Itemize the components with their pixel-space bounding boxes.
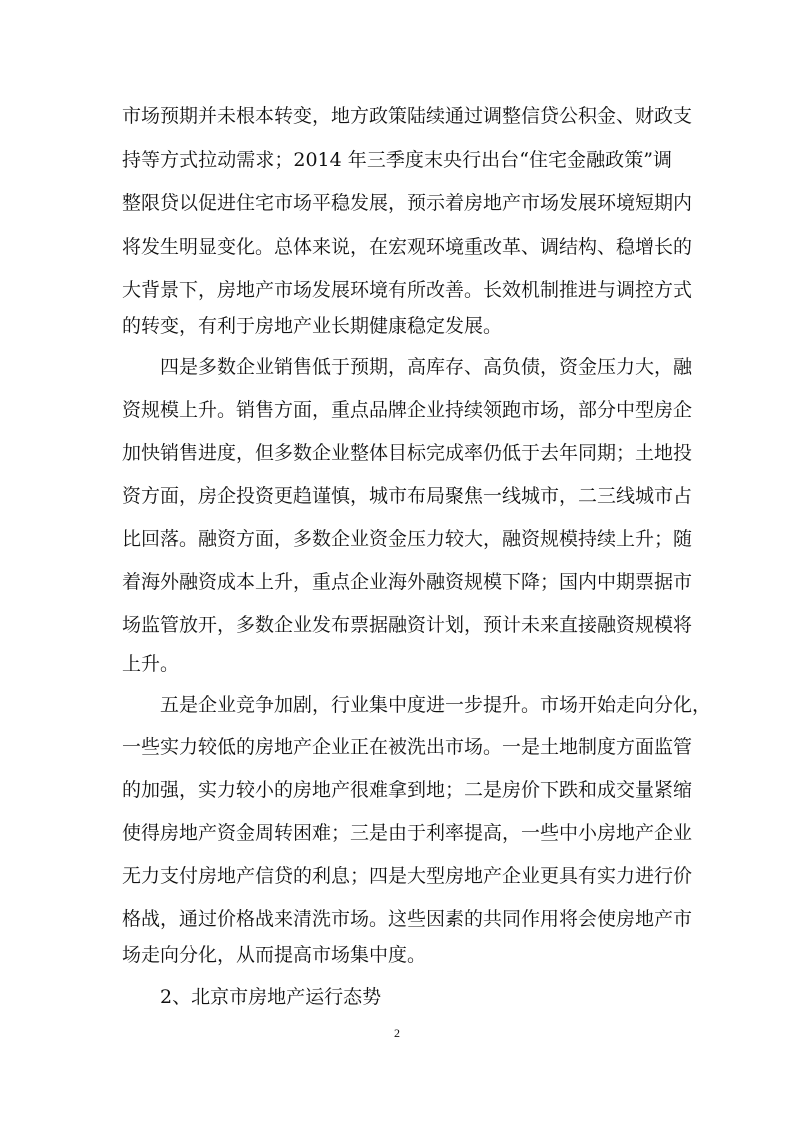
text-line: 资方面，房企投资更趋谨慎，城市布局聚焦一线城市，二三线城市占 [122,485,693,507]
text-line: 着海外融资成本上升，重点企业海外融资规模下降；国内中期票据市 [122,571,693,593]
text-line: 四是多数企业销售低于预期，高库存、高负债，资金压力大，融 [160,356,693,378]
text-line: 资规模上升。销售方面，重点品牌企业持续领跑市场，部分中型房企 [122,399,693,421]
text-line: 格战，通过价格战来清洗市场。这些因素的共同作用将会使房地产市 [122,908,693,930]
text-line: 的加强，实力较小的房地产很难拿到地；二是房价下跌和成交量紧缩 [122,779,693,801]
section-heading: 2、北京市房地产运行态势 [160,986,382,1008]
text-line: 无力支付房地产信贷的利息；四是大型房地产企业更具有实力进行价 [122,865,693,887]
text-line: 持等方式拉动需求；2014 年三季度末央行出台“住宅金融政策”调 [122,149,672,171]
text-line: 场走向分化，从而提高市场集中度。 [122,944,427,966]
page-number: 2 [394,1026,400,1040]
text-line: 使得房地产资金周转困难；三是由于利率提高，一些中小房地产企业 [122,822,693,844]
text-line: 整限贷以促进住宅市场平稳发展，预示着房地产市场发展环境短期内 [122,192,693,214]
text-line: 比回落。融资方面，多数企业资金压力较大，融资规模持续上升；随 [122,528,693,550]
text-line: 将发生明显变化。总体来说，在宏观环境重改革、调结构、稳增长的 [122,236,693,258]
text-line: 上升。 [122,653,180,675]
text-line: 五是企业竞争加剧，行业集中度进一步提升。市场开始走向分化， [160,694,712,716]
text-line: 市场预期并未根本转变，地方政策陆续通过调整信贷公积金、财政支 [122,105,693,127]
text-line: 一些实力较低的房地产企业正在被洗出市场。一是土地制度方面监管 [122,736,693,758]
text-line: 大背景下，房地产市场发展环境有所改善。长效机制推进与调控方式 [122,279,693,301]
text-line: 加快销售进度，但多数企业整体目标完成率仍低于去年同期；土地投 [122,442,693,464]
text-line: 场监管放开，多数企业发布票据融资计划，预计未来直接融资规模将 [122,614,693,636]
text-line: 的转变，有利于房地产业长期健康稳定发展。 [122,315,503,337]
